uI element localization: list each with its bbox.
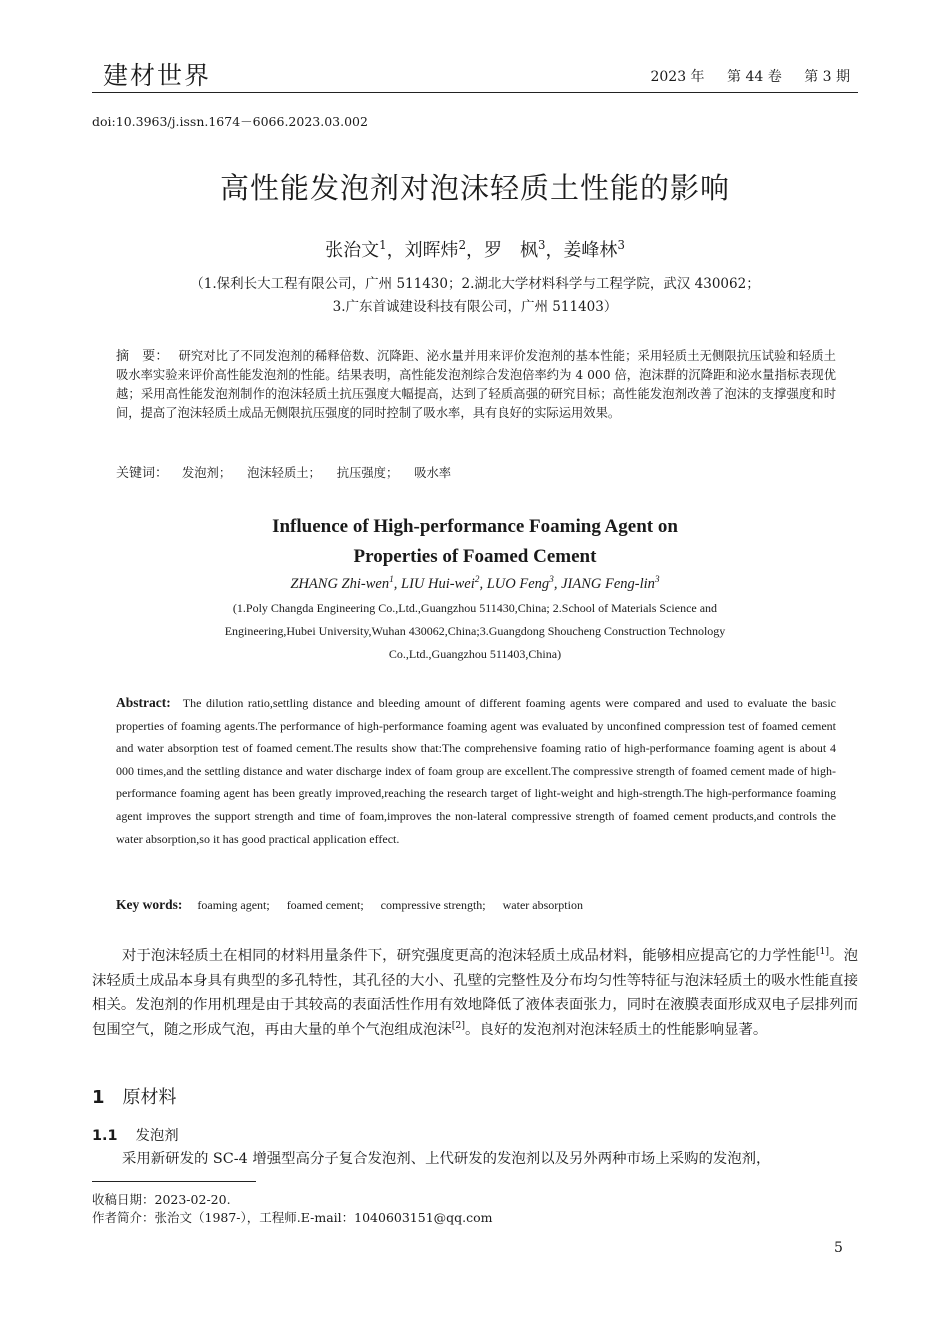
materials-paragraph: 采用新研发的 SC-4 增强型高分子复合发泡剂、上代研发的发泡剂以及另外两种市场上采购的发泡剂，: [122, 1151, 771, 1167]
keywords-en-label: Key words:: [116, 897, 183, 912]
affiliation-en-line: Co.,Ltd.,Guangzhou 511403,China): [388, 647, 562, 661]
keywords-en: [116, 897, 597, 913]
author-name: 姜峰林: [563, 240, 618, 261]
affiliation-cn-line: （1.保利长大工程有限公司，广州 511430；2.湖北大学材料科学与工程学院，武汉 430062；: [190, 276, 760, 292]
page-number: 5: [834, 1240, 843, 1256]
journal-name: 建材世界: [103, 61, 212, 90]
author-affil-mark: 1: [389, 575, 394, 586]
issue-info: [632, 66, 850, 86]
footnote-received: 收稿日期：2023-02-20.: [92, 1192, 231, 1207]
keyword-cn: 吸水率: [414, 466, 452, 480]
subsection-heading: [92, 1124, 179, 1145]
author-name-en: LIU Hui-wei: [401, 576, 475, 592]
author-affil-mark: 3: [617, 238, 625, 252]
abstract-en-text: The dilution ratio,settling distance and bleeding amount of different foaming agents were compared and used to evaluate the basic properties of foaming agents.The performance of high-performance foaming agent was evaluated by unconfined compression test of foamed cement and water absorption test of foamed cement.The results show that:The comprehensive foaming ratio of high-performance foaming agent is about 4 000 times,and the settling distance and water discharge index of foam group are excellent.The compressive strength of foamed cement made of high-performance foaming agent has been greatly improved,reaching the research target of light-weight and high-strength.The high-performance foaming agent improves the support strength and time of foam,improves the non-lateral compressive strength of foamed cement products,and controls the water absorption,so it has good practical application effect.: [116, 696, 836, 846]
keyword-cn: 泡沫轻质土；: [247, 466, 321, 480]
author-affil-mark: 2: [474, 575, 480, 586]
abstract-cn-label: 摘 要：: [116, 349, 169, 364]
keyword-cn: 抗压强度；: [336, 466, 399, 480]
author-affil-mark: 2: [458, 238, 466, 252]
affiliation-en-line: Engineering,Hubei University,Wuhan 430062,China;3.Guangdong Shoucheng Construction Technology: [224, 624, 726, 638]
abstract-cn: [116, 347, 836, 423]
author-name: 刘晖炜: [404, 240, 459, 261]
keyword-en: foaming agent;: [197, 898, 270, 912]
affiliation-cn-line: 3.广东首诚建设科技有限公司，广州 511403）: [332, 299, 618, 315]
author-name-en: JIANG Feng-lin: [561, 576, 655, 592]
paper-title-en-line: Influence of High-performance Foaming Agent on: [272, 516, 678, 537]
subsection-number: 1.1: [92, 1128, 118, 1144]
author-affil-mark: 3: [538, 238, 546, 252]
author-affil-mark: 3: [654, 575, 660, 586]
keywords-cn: [116, 462, 463, 481]
keywords-cn-label: 关键词：: [116, 466, 169, 481]
intro-paragraph: [92, 944, 858, 1042]
affiliation-en-line: (1.Poly Changda Engineering Co.,Ltd.,Guangzhou 511430,China; 2.School of Materials Science and: [232, 601, 718, 615]
subsection-title: 发泡剂: [135, 1128, 179, 1144]
keyword-en: foamed cement;: [286, 898, 364, 912]
section-number: 1: [92, 1087, 105, 1108]
author-affil-mark: 1: [379, 238, 387, 252]
abstract-en-label: Abstract:: [116, 695, 171, 710]
issue-number: 第 3 期: [804, 69, 850, 85]
author-name-en: ZHANG Zhi-wen: [290, 576, 390, 592]
issue-volume: 第 44 卷: [727, 69, 782, 85]
abstract-cn-text: 研究对比了不同发泡剂的稀释倍数、沉降距、泌水量并用来评价发泡剂的基本性能；采用轻质土无侧限抗压试验和轻质土吸水率实验来评价高性能发泡剂的性能。结果表明，高性能发泡剂综合发泡倍率约为 4 000 倍，泡沫群的沉降距和泌水量指标表现优越；采用高性能发泡剂制作的泡沫轻质土抗压强度大幅提高，达到了轻质高强的研究目标；高性能发泡剂改善了泡沫的支撑强度和时间，提高了泡沫轻质土成品无侧限抗压强度的同时控制了吸水率，具有良好的实际运用效果。: [116, 349, 836, 420]
citation-ref[interactable]: [2]: [451, 1019, 466, 1031]
footnote-rule: [92, 1181, 256, 1182]
authors-cn: 张治文$^1$，刘晖炜$^2$，罗 枫$^3$，姜峰林$^3$: [325, 238, 625, 261]
author-affil-mark: 3: [549, 575, 554, 586]
intro-text: 对于泡沫轻质土在相同的材料用量条件下，研究强度更高的泡沫轻质土成品材料，能够相应提高它的力学性能: [122, 948, 816, 964]
doi: doi:10.3963/j.issn.1674－6066.2023.03.002: [92, 114, 368, 129]
section-title: 原材料: [122, 1087, 177, 1108]
keyword-en: compressive strength;: [380, 898, 486, 912]
intro-text: 。良好的发泡剂对泡沫轻质土的性能影响显著。: [465, 1021, 768, 1038]
author-name: 罗 枫: [484, 240, 538, 261]
paper-title-en-line: Properties of Foamed Cement: [353, 546, 597, 567]
authors-en: ZHANG Zhi-wen$^1$, LIU Hui-wei$^2$, LUO Feng$^3$, JIANG Feng-lin$^3$: [290, 575, 660, 592]
footnote-author-intro: 作者简介：张治文（1987-），工程师.E-mail：1040603151@qq.com: [92, 1210, 493, 1225]
issue-year: 2023 年: [650, 69, 705, 85]
author-name: 张治文: [325, 240, 380, 261]
keyword-en: water absorption: [502, 898, 583, 912]
citation-ref[interactable]: [1]: [815, 946, 830, 958]
abstract-en: [116, 692, 836, 850]
author-name-en: LUO Feng: [486, 576, 550, 592]
paper-title-cn: 高性能发泡剂对泡沫轻质土性能的影响: [219, 171, 730, 205]
section-heading: [92, 1083, 177, 1109]
header-rule: [92, 92, 858, 93]
keyword-cn: 发泡剂；: [181, 466, 232, 480]
intro-text: 。泡沫轻质土成品本身具有典型的多孔特性，其孔径的大小、孔壁的完整性及分布均匀性等特征与泡沫轻质土的吸水性能直接相关。发泡剂的作用机理是由于其较高的表面活性作用有效地降低了液体表面张力，同时在液膜表面形成双电子层排列而包围空气，随之形成气泡，再由大量的单个气泡组成泡沫: [92, 948, 858, 1038]
